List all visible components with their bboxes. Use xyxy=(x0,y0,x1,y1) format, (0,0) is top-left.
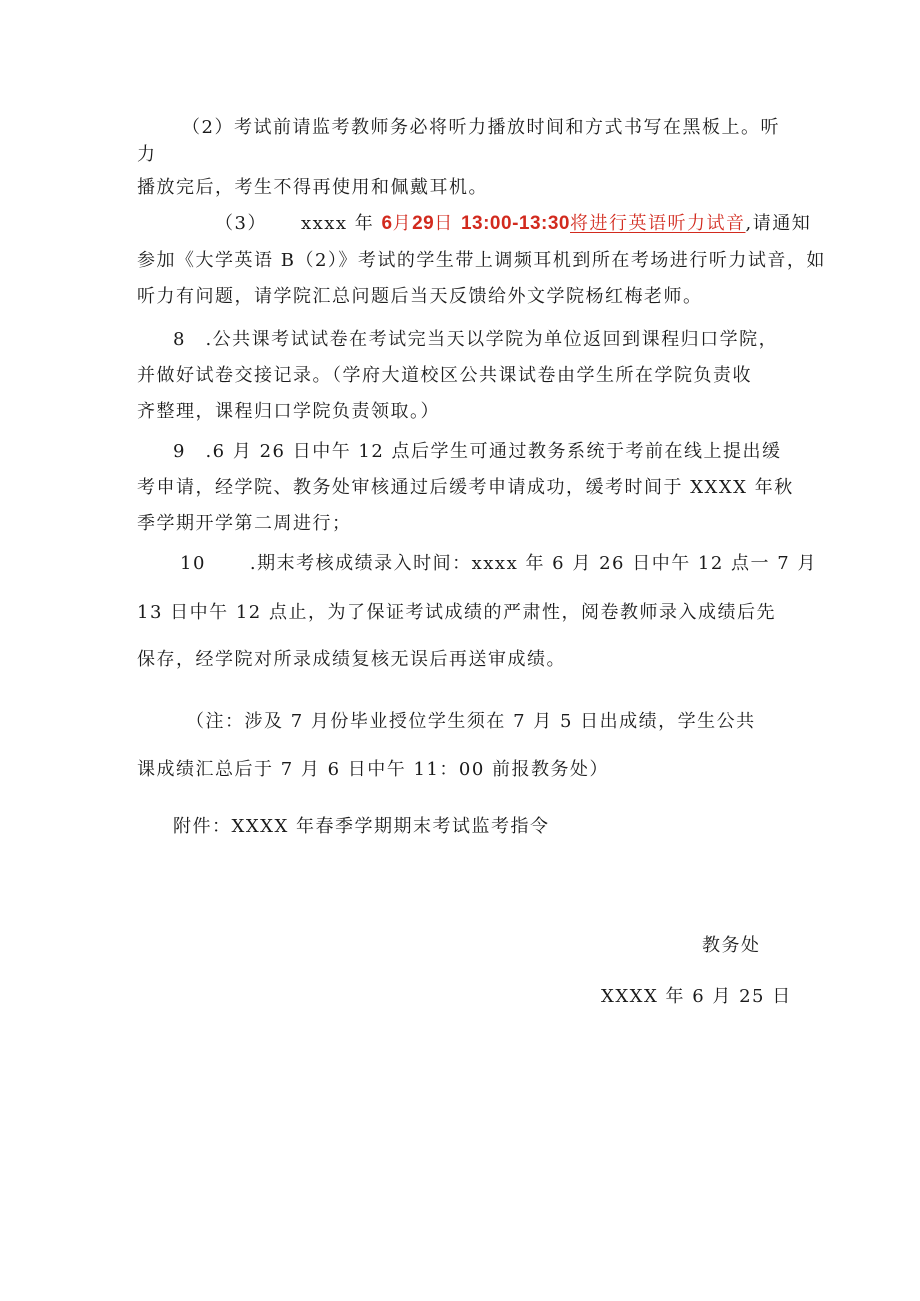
note-line-2: 课成绩汇总后于 7 月 6 日中午 11：00 前报教务处） xyxy=(137,759,610,780)
para-3-month-unit: 月 xyxy=(392,213,413,234)
para-3-number: （3） xyxy=(215,213,267,234)
item-8-line-3: 齐整理，课程归口学院负责领取。） xyxy=(137,401,440,422)
para-2-line-2: 力 xyxy=(137,144,157,165)
para-3-line-1 xyxy=(215,212,811,236)
para-3-line-3: 听力有问题，请学院汇总问题后当天反馈给外文学院杨红梅老师。 xyxy=(137,286,703,307)
item-10-number: 10 xyxy=(180,553,206,574)
item-8-line-2: 并做好试卷交接记录。（学府大道校区公共课试卷由学生所在学院负责收 xyxy=(137,365,752,386)
para-2-line-3: 播放完后，考生不得再使用和佩戴耳机。 xyxy=(137,177,488,198)
item-10-line-1 xyxy=(180,552,817,576)
signature-office: 教务处 xyxy=(702,935,761,956)
item-10-line-3: 保存，经学院对所录成绩复核无误后再送审成绩。 xyxy=(137,649,566,670)
item-8-line-1: 8 .公共课考试试卷在考试完当天以学院为单位返回到课程归口学院， xyxy=(173,329,779,350)
para-3-time: 13:00-13:30 xyxy=(460,213,570,234)
note-line-1: （注：涉及 7 月份毕业授位学生须在 7 月 5 日出成绩，学生公共 xyxy=(186,711,756,732)
para-3-day: 29 xyxy=(412,213,435,234)
signature-date: XXXX 年 6 月 25 日 xyxy=(601,986,792,1007)
para-3-line-2: 参加《大学英语 B（2）》考试的学生带上调频耳机到所在考场进行听力试音，如 xyxy=(137,250,826,271)
item-9-line-3: 季学期开学第二周进行； xyxy=(137,513,352,534)
para-2-line-1: （2）考试前请监考教师务必将听力播放时间和方式书写在黑板上。听 xyxy=(182,117,780,138)
attachment: 附件：XXXX 年春季学期期末考试监考指令 xyxy=(173,816,550,837)
item-9-line-1: 9 .6 月 26 日中午 12 点后学生可通过教务系统于考前在线上提出缓 xyxy=(173,441,782,462)
item-9-line-2: 考申请，经学院、教务处审核通过后缓考申请成功，缓考时间于 XXXX 年秋 xyxy=(137,477,794,498)
item-10-line-1-text: .期末考核成绩录入时间：xxxx 年 6 月 26 日中午 12 点一 7 月 xyxy=(249,553,817,574)
para-3-year: xxxx 年 xyxy=(300,213,375,234)
para-3-event: 将进行英语听力试音 xyxy=(570,213,746,234)
para-3-day-unit: 日 xyxy=(434,213,454,234)
para-3-rest: ,请通知 xyxy=(745,213,812,234)
item-10-line-2: 13 日中午 12 点止，为了保证考试成绩的严肃性，阅卷教师录入成绩后先 xyxy=(137,602,776,623)
para-3-month: 6 xyxy=(381,213,393,234)
